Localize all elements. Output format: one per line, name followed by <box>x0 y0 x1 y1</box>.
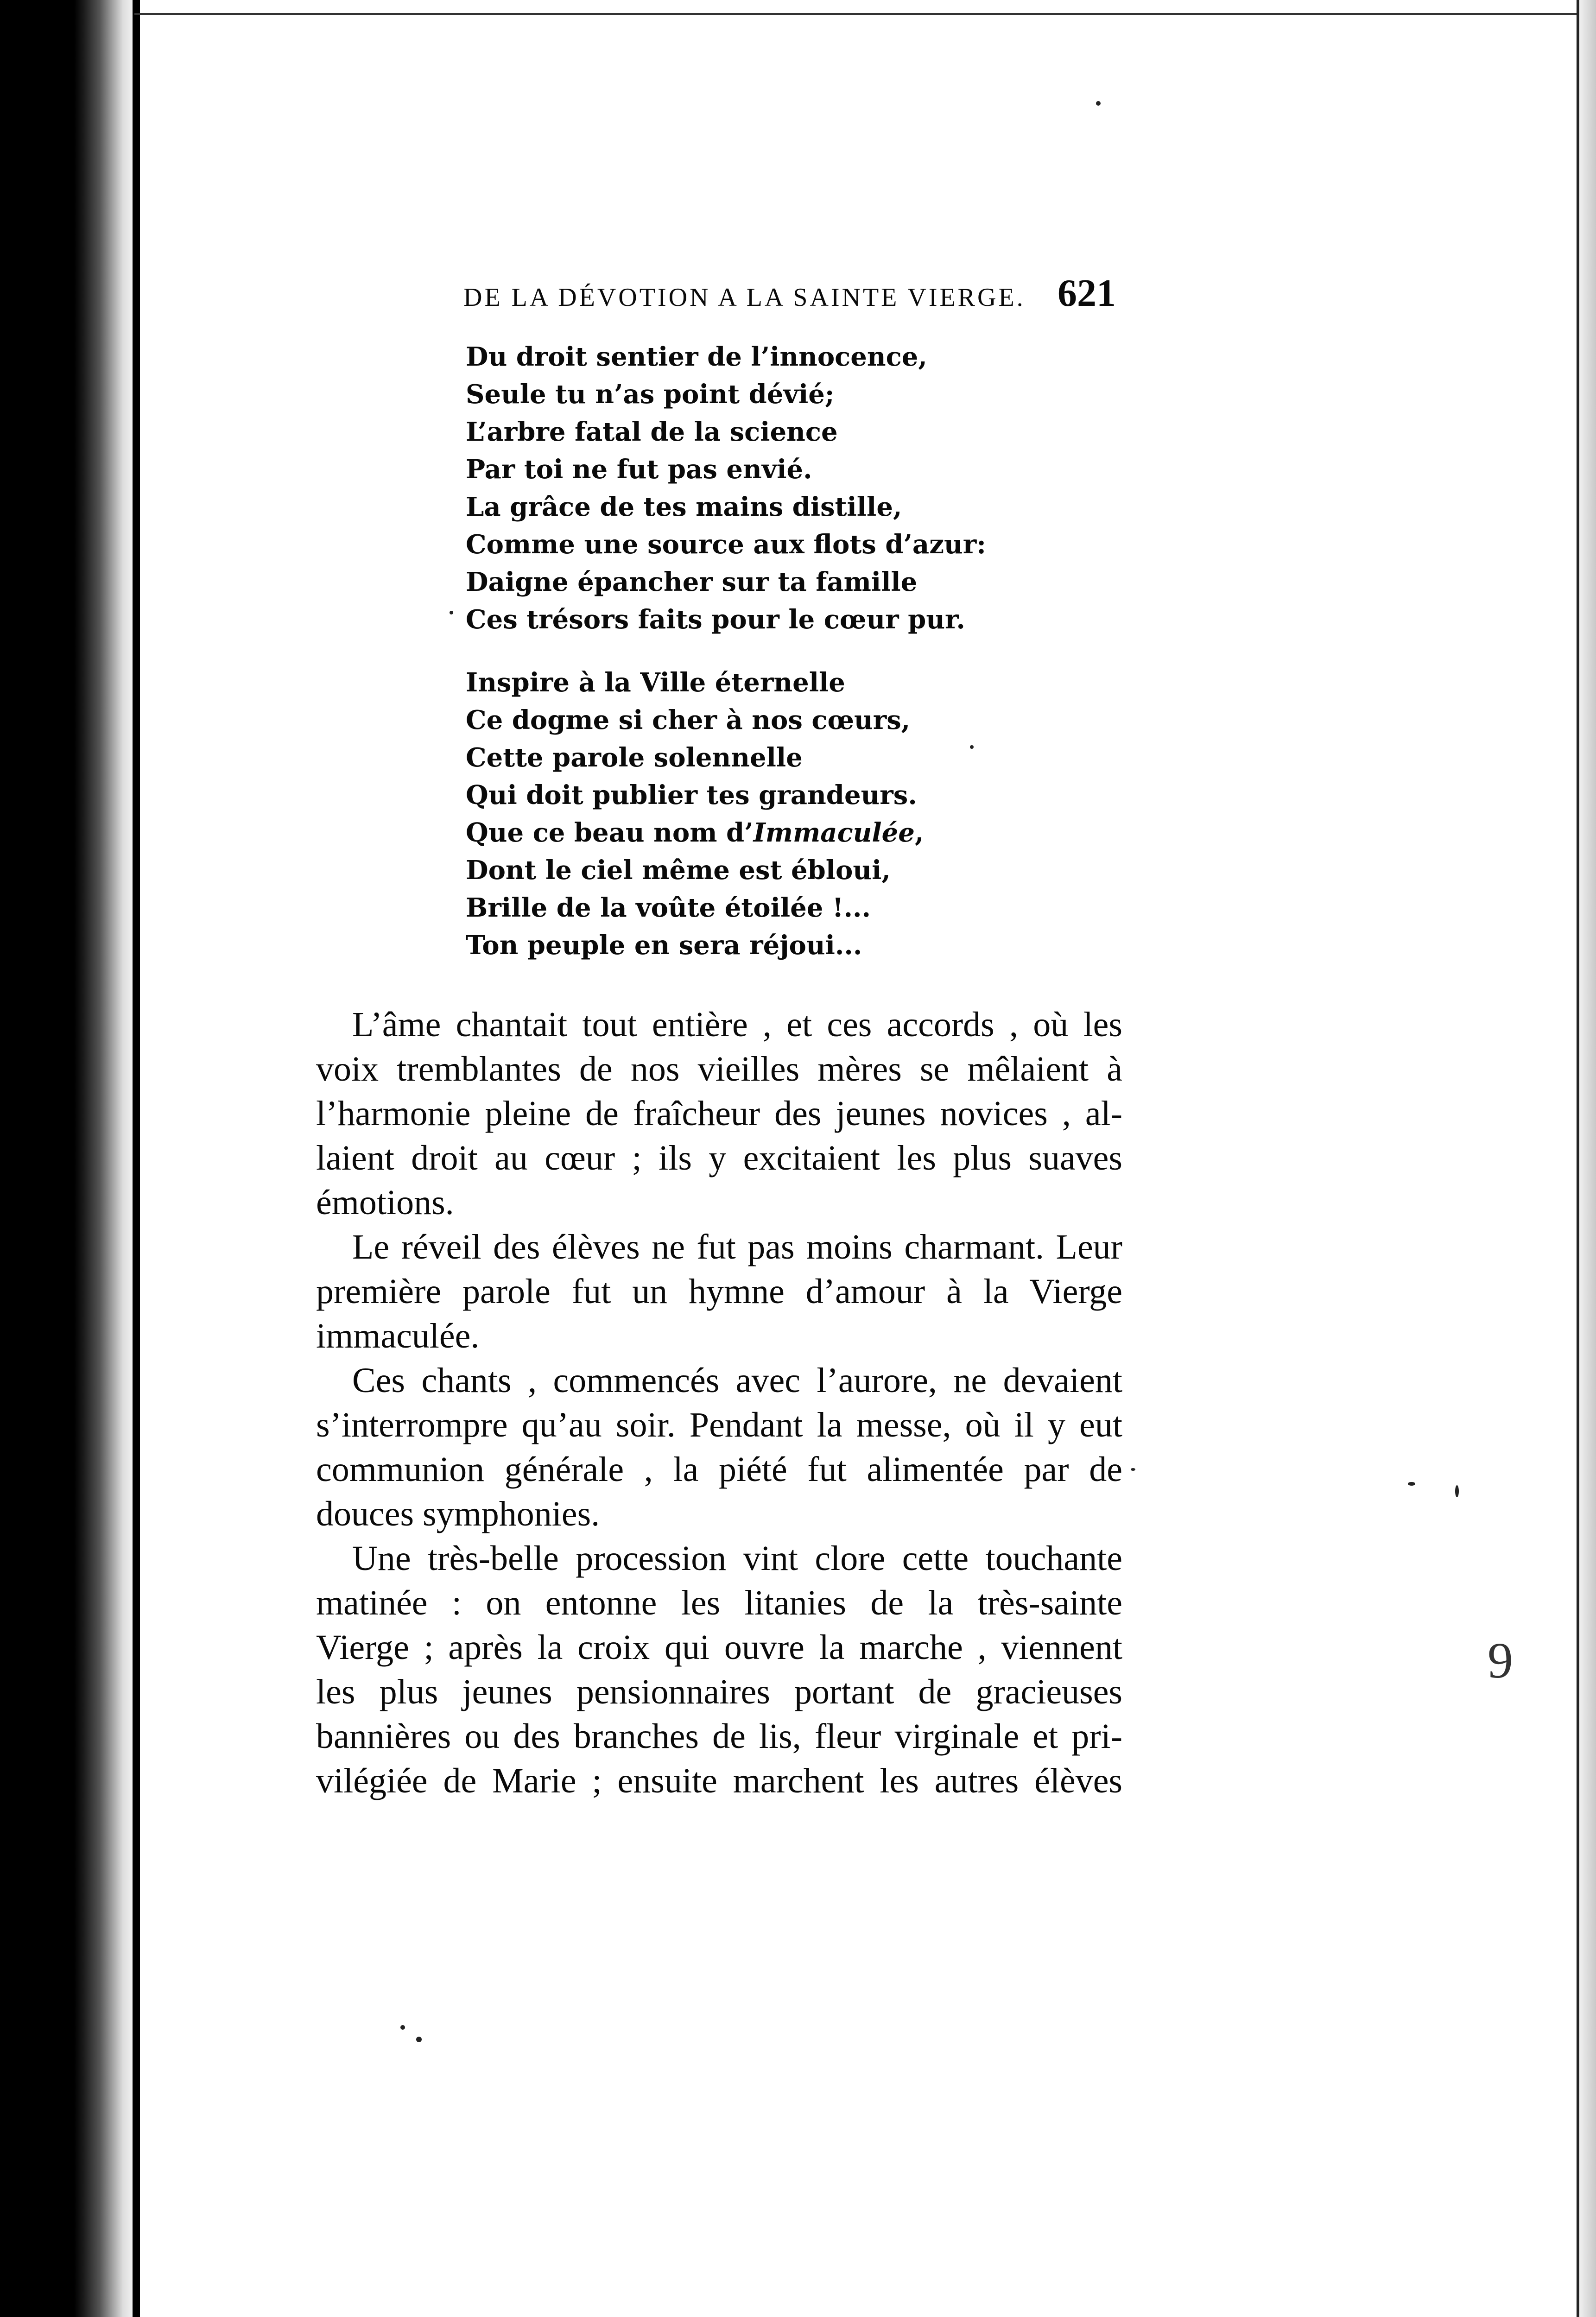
verse-line: Inspire à la Ville éternelle <box>466 667 845 698</box>
poem-stanza-1 <box>466 338 1161 639</box>
text-line: voix tremblantes de nos vieilles mères se mêlaient à <box>316 1050 1122 1089</box>
verse-line <box>466 814 1161 852</box>
text-line: L’âme chantait tout entière , et ces accords , où les <box>352 1005 1122 1044</box>
text-line: bannières ou des branches de lis, fleur virginale et pri- <box>316 1717 1122 1756</box>
text-line: émotions. <box>316 1183 454 1222</box>
page-right-border <box>1577 0 1579 2317</box>
verse-line: L’arbre fatal de la science <box>466 417 838 447</box>
text-line: vilégiée de Marie ; ensuite marchent les autres élèves <box>316 1761 1122 1800</box>
text-line: laient droit au cœur ; ils y excitaient les plus suaves <box>316 1139 1122 1177</box>
scan-speck <box>970 745 974 749</box>
book-spine-edge <box>0 0 139 2317</box>
italic-word: Immaculée <box>753 817 915 848</box>
scan-speck <box>416 2037 422 2042</box>
scan-speck <box>450 611 453 614</box>
text-line: Vierge ; après la croix qui ouvre la marche , viennent <box>316 1628 1122 1667</box>
text-line: matinée : on entonne les litanies de la très-sainte <box>316 1583 1122 1622</box>
page-top-border <box>134 13 1580 15</box>
text-line: s’interrompre qu’au soir. Pendant la messe, où il y eut <box>316 1405 1122 1444</box>
page-left-border <box>133 0 140 2317</box>
text-line: Une très-belle procession vint clore cette touchante <box>352 1539 1122 1578</box>
verse-line: Ton peuple en sera réjoui... <box>466 930 862 961</box>
text-line: première parole fut un hymne d’amour à la Vierge <box>316 1272 1122 1311</box>
poem-stanza-2 <box>466 664 1161 964</box>
running-head: DE LA DÉVOTION A LA SAINTE VIERGE. <box>463 283 1026 312</box>
verse-line: Seule tu n’as point dévié; <box>466 379 835 410</box>
verse-line: Daigne épancher sur ta famille <box>466 567 918 597</box>
text-line: l’harmonie pleine de fraîcheur des jeunes novices , al- <box>316 1094 1122 1133</box>
text-line: communion générale , la piété fut alimentée par de <box>316 1450 1122 1489</box>
verse-line: Cette parole solennelle <box>466 742 803 773</box>
verse-line: La grâce de tes mains distille, <box>466 492 902 522</box>
verse-text: Que ce beau nom d’ <box>466 817 754 848</box>
scan-speck <box>1408 1482 1415 1486</box>
scan-speck <box>1455 1485 1459 1497</box>
page-right-edge <box>1579 0 1596 2317</box>
verse-line: Ce dogme si cher à nos cœurs, <box>466 705 911 735</box>
verse-line: Ces trésors faits pour le cœur pur. <box>466 604 965 635</box>
text-line: Ces chants , commencés avec l’aurore, ne devaient <box>352 1361 1122 1400</box>
verse-line: Du droit sentier de l’innocence, <box>466 342 927 372</box>
scan-speck <box>400 2025 405 2030</box>
scan-speck <box>1096 101 1101 106</box>
verse-line: Qui doit publier tes grandeurs. <box>466 780 917 810</box>
margin-note: 9 <box>1488 1632 1513 1689</box>
page-number: 621 <box>1058 272 1116 315</box>
verse-line: Dont le ciel même est ébloui, <box>466 855 891 886</box>
verse-text: , <box>914 817 924 848</box>
text-line: les plus jeunes pensionnaires portant de gracieuses <box>316 1672 1122 1711</box>
verse-line: Brille de la voûte étoilée !... <box>466 893 871 923</box>
scan-speck <box>1131 1468 1135 1471</box>
body-text <box>316 1002 1122 1803</box>
text-line: immaculée. <box>316 1317 480 1355</box>
text-line: douces symphonies. <box>316 1494 600 1533</box>
verse-line: Comme une source aux flots d’azur: <box>466 529 986 560</box>
text-line: Le réveil des élèves ne fut pas moins charmant. Leur <box>352 1228 1122 1266</box>
verse-line: Par toi ne fut pas envié. <box>466 454 812 485</box>
